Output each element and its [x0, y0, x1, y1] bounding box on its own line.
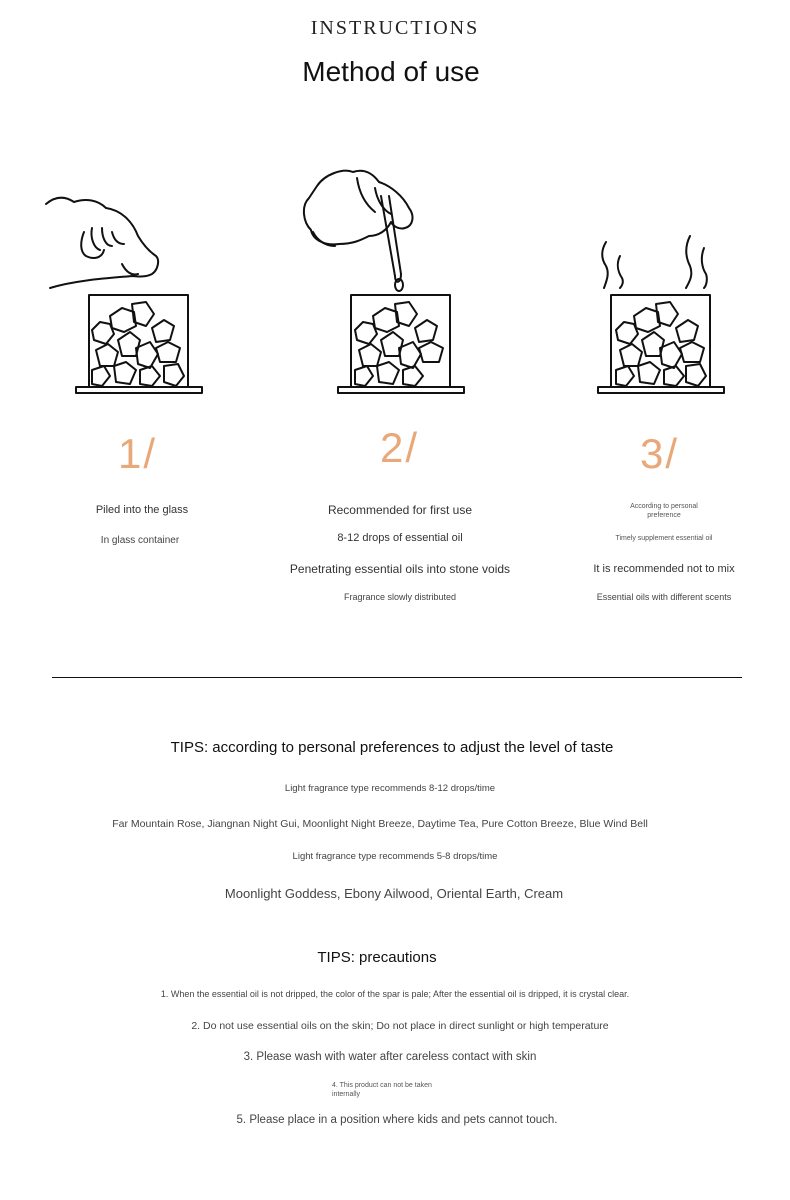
section-divider [52, 677, 742, 678]
tips-light-8-12: Light fragrance type recommends 8-12 drops/time [284, 783, 496, 794]
step-2-line-1: Recommended for first use [327, 503, 473, 517]
step-3-number: 3/ [640, 430, 680, 477]
page-title: Method of use [302, 56, 480, 87]
tips-precautions-heading: TIPS: precautions [317, 949, 437, 966]
step-3-line-1: According to personal preference [630, 503, 698, 519]
step-1-line-1: Piled into the glass [95, 504, 189, 516]
step-3-line-2: Timely supplement essential oil [615, 535, 713, 542]
step-3-line-4: Essential oils with different scents [596, 592, 732, 602]
step-2-number: 2/ [380, 424, 420, 471]
hand-dropper-icon [295, 160, 495, 400]
step-2-line-3: Penetrating essential oils into stone voids [289, 562, 511, 576]
step-2-line-4: Fragrance slowly distributed [343, 592, 457, 602]
step-3-line-3: It is recommended not to mix [593, 563, 735, 575]
eyebrow-heading: INSTRUCTIONS [310, 17, 480, 39]
precaution-item-2: 2. Do not use essential oils on the skin; Do not place in direct sunlight or high temperature [191, 1020, 609, 1032]
precaution-item-5: 5. Please place in a position where kids and pets cannot touch. [236, 1114, 558, 1126]
scent-steam-icon [580, 230, 780, 430]
tips-light-5-8-scents: Moonlight Goddess, Ebony Ailwood, Oriental Earth, Cream [224, 886, 564, 901]
tips-taste-heading: TIPS: according to personal preferences to adjust the level of taste [170, 739, 614, 756]
step-2-line-2: 8-12 drops of essential oil [337, 532, 463, 544]
step-1-line-2: In glass container [100, 535, 180, 546]
tips-light-5-8: Light fragrance type recommends 5-8 drops/time [292, 851, 498, 862]
precaution-item-3: 3. Please wash with water after careless contact with skin [243, 1051, 537, 1063]
step-1-number: 1/ [118, 430, 158, 477]
tips-light-8-12-scents: Far Mountain Rose, Jiangnan Night Gui, Moonlight Night Breeze, Daytime Tea, Pure Cotton Breeze, Blue Wind Bell [112, 818, 648, 830]
precaution-item-1: 1. When the essential oil is not dripped, the color of the spar is pale; After the essential oil is dripped, it is crystal clear. [160, 989, 630, 999]
hand-placing-stones-icon [40, 180, 240, 400]
precaution-item-4: 4. This product can not be taken internally [332, 1082, 432, 1098]
